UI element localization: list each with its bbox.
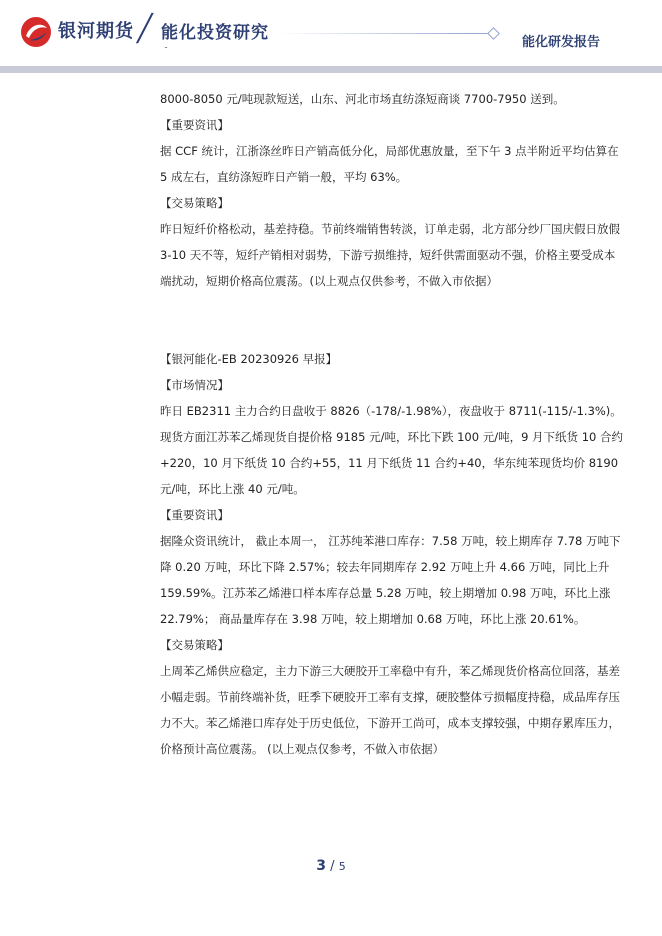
section-title: 能化投资研究 xyxy=(161,23,269,43)
pta-news-text: 据 CCF 统计，江浙涤丝昨日产销高低分化，局部优惠放量，至下午 3 点半附近平均估算在 5 成左右，直纺涤短昨日产销一般，平均 63%。 xyxy=(160,144,619,184)
header-tick-mark: ˉ xyxy=(164,46,168,55)
page-total: 5 xyxy=(338,860,346,873)
eb-strategy-heading: 【交易策略】 xyxy=(160,638,229,652)
eb-news-heading: 【重要资讯】 xyxy=(160,508,229,522)
header-decoration-line xyxy=(278,33,490,34)
page-separator: / xyxy=(330,859,335,874)
report-body xyxy=(160,86,624,762)
report-type: 能化研发报告 xyxy=(522,35,601,50)
brand-name: 银河期货 xyxy=(58,21,134,42)
galaxy-futures-logo-icon xyxy=(20,16,52,48)
section-spacer xyxy=(160,294,624,320)
eb-strategy-text: 上周苯乙烯供应稳定，主力下游三大硬胶开工率稳中有升，苯乙烯现货价格高位回落，基差小幅走弱。节前终端补货，旺季下硬胶开工率有支撑，硬胶整体亏损幅度持稳，成品库存压力不大。苯乙烯港口库存处于历史低位，下游开工尚可，成本支撑较强，中期存累库压力，价格预计高位震荡。 (以上观点仅参考，不做入市依据） xyxy=(160,664,620,756)
page-number xyxy=(0,858,662,874)
eb-market-heading: 【市场情况】 xyxy=(160,378,229,392)
page-current: 3 xyxy=(316,858,327,874)
eb-report-title: 【银河能化-EB 20230926 早报】 xyxy=(160,352,338,366)
header-band xyxy=(0,66,662,73)
header-decoration-diamond xyxy=(487,27,500,40)
pta-strategy-heading: 【交易策略】 xyxy=(160,196,229,210)
pta-strategy-text: 昨日短纤价格松动，基差持稳。节前终端销售转淡，订单走弱，北方部分纱厂国庆假日放假 3-10 天不等，短纤产销相对弱势，下游亏损维持，短纤供需面驱动不强，价格主要受成本端扰动，短期价格高位震荡。(以上观点仅供参考，不做入市依据） xyxy=(160,222,620,288)
pta-news-heading: 【重要资讯】 xyxy=(160,118,229,132)
eb-news-text: 据隆众资讯统计， 截止本周一， 江苏纯苯港口库存：7.58 万吨，较上期库存 7.78 万吨下降 0.20 万吨，环比下降 2.57%；较去年同期库存 2.92 万吨上升 4.66 万吨，同比上升159.59%。江苏苯乙烯港口样本库存总量 5.28 万吨，较上期增加 0.98 万吨，环比上涨22.79%； 商品量库存在 3.98 万吨，较上期增加 0.68 万吨，环比上涨 20.61%。 xyxy=(160,534,621,626)
page-header xyxy=(0,0,662,66)
eb-market-text: 昨日 EB2311 主力合约日盘收于 8826（-178/-1.98%），夜盘收于 8711(-115/-1.3%)。现货方面江苏苯乙烯现货自提价格 9185 元/吨，环比下跌 100 元/吨，9 月下纸货 10 合约+220，10 月下纸货 10 合约+55，11 月下纸货 11 合约+40，华东纯苯现货均价 8190 元/吨，环比上涨 40 元/吨。 xyxy=(160,404,624,496)
section-spacer xyxy=(160,320,624,346)
title-divider: ╱ xyxy=(137,14,153,44)
pta-market-tail: 8000-8050 元/吨现款短送，山东、河北市场直纺涤短商谈 7700-7950 送到。 xyxy=(160,92,565,106)
